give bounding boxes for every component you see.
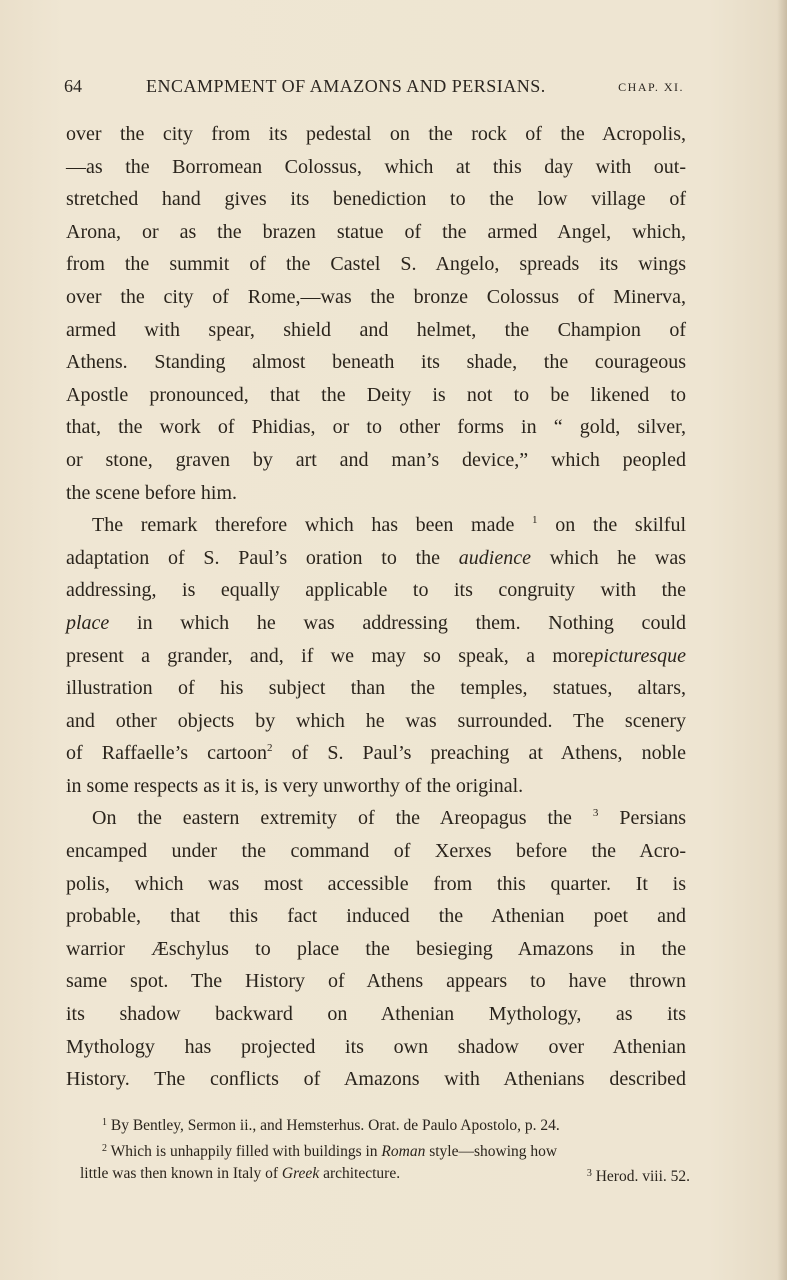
text-line: and other objects by which he was surrounded. The scenery — [66, 709, 686, 732]
footnote-1 — [80, 1112, 690, 1138]
text-line: that, the work of Phidias, or to other forms in “ gold, silver, — [66, 416, 686, 439]
footnote-text: style—showing how — [429, 1142, 558, 1160]
page-edge-shadow — [777, 0, 787, 1280]
text-line: armed with spear, shield and helmet, the Champion of — [66, 318, 686, 341]
running-header — [64, 74, 684, 104]
text-line: Mythology has projected its own shadow over Athenian — [66, 1035, 686, 1058]
chapter-reference: CHAP. XI. — [618, 80, 684, 94]
text-line: from the summit of the Castel S. Angelo, spreads its wings — [66, 253, 686, 276]
footnote-text: architecture. — [323, 1165, 401, 1182]
text-line — [66, 737, 686, 770]
footnote-ref-3[interactable]: 3 — [592, 807, 599, 820]
text-line: stretched hand gives its benediction to the low village of — [66, 188, 686, 211]
text-line — [66, 542, 686, 575]
footnote-text: By Bentley, Sermon ii., and Hemsterhus. Orat. de Paulo Apostolo, p. 24. — [110, 1117, 560, 1134]
text-line: in some respects as it is, is very unworthy of the original. — [66, 774, 524, 797]
paragraph-start-line — [66, 509, 686, 542]
footnote-number: 1 — [102, 1117, 107, 1128]
text-run: in which he was addressing them. Nothing could — [137, 611, 686, 634]
footnote-number: 2 — [102, 1142, 107, 1154]
footnote-text: Which is unhappily filled with buildings in — [110, 1142, 378, 1160]
text-line: Athens. Standing almost beneath its shade, the courageous — [66, 351, 686, 374]
footnote-3 — [587, 1163, 690, 1189]
text-run: Persians — [619, 807, 687, 830]
footnote-2-continued — [80, 1163, 690, 1186]
text-run: of Raffaelle’s cartoon — [66, 742, 268, 765]
text-run: of S. Paul’s preaching at Athens, noble — [291, 742, 687, 765]
footnotes — [80, 1112, 690, 1186]
page-number: 64 — [64, 76, 82, 96]
text-line: —as the Borromean Colossus, which at this day with out- — [66, 155, 686, 178]
footnote-text: Herod. viii. 52. — [595, 1168, 690, 1185]
text-line: the scene before him. — [66, 481, 238, 504]
text-line: History. The conflicts of Amazons with Athenians described — [66, 1068, 686, 1091]
footnote-text: little was then known in Italy of — [80, 1165, 279, 1182]
text-line: over the city from its pedestal on the rock of the Acropolis, — [66, 123, 686, 145]
text-line: illustration of his subject than the temples, statues, altars, — [66, 677, 686, 700]
italic-word: Roman — [381, 1142, 426, 1160]
footnote-2 — [80, 1138, 690, 1164]
text-line: addressing, is equally applicable to its congruity with the — [66, 579, 686, 602]
body-text — [66, 118, 686, 1096]
italic-word: picturesque — [593, 644, 686, 667]
text-line: warrior Æschylus to place the besieging Amazons in the — [66, 937, 686, 960]
paragraph-start-line — [66, 802, 686, 835]
text-line: over the city of Rome,—was the bronze Colossus of Minerva, — [66, 285, 686, 308]
text-run: On the eastern extremity of the Areopagus the — [92, 807, 572, 830]
footnote-ref-2[interactable]: 2 — [267, 742, 273, 755]
text-line: its shadow backward on Athenian Mythology, as its — [66, 1003, 686, 1026]
text-line: or stone, graven by art and man’s device,” which peopled — [66, 448, 686, 471]
text-line: polis, which was most accessible from this quarter. It is — [66, 872, 686, 895]
text-line: probable, that this fact induced the Athenian poet and — [66, 905, 686, 928]
italic-word: audience — [458, 546, 531, 569]
text-run: adaptation of S. Paul’s oration to the — [66, 546, 441, 569]
running-title: ENCAMPMENT OF AMAZONS AND PERSIANS. — [146, 76, 546, 96]
text-line: Apostle pronounced, that the Deity is not to be likened to — [66, 383, 686, 406]
text-line — [66, 640, 686, 673]
footnote-ref-1[interactable]: 1 — [532, 514, 538, 527]
text-run: The remark therefore which has been made — [92, 514, 515, 537]
italic-word: Greek — [281, 1165, 320, 1182]
text-line: Arona, or as the brazen statue of the armed Angel, which, — [66, 220, 686, 243]
footnote-number: 3 — [586, 1168, 592, 1179]
text-line — [66, 607, 686, 640]
text-line: encamped under the command of Xerxes before the Acro- — [66, 840, 686, 863]
italic-word: place — [66, 611, 110, 634]
text-run: which he was — [549, 546, 687, 569]
text-run: on the skilful — [555, 514, 687, 537]
text-run: present a grander, and, if we may so speak, a more — [66, 644, 594, 667]
text-line: same spot. The History of Athens appears to have thrown — [66, 970, 686, 993]
